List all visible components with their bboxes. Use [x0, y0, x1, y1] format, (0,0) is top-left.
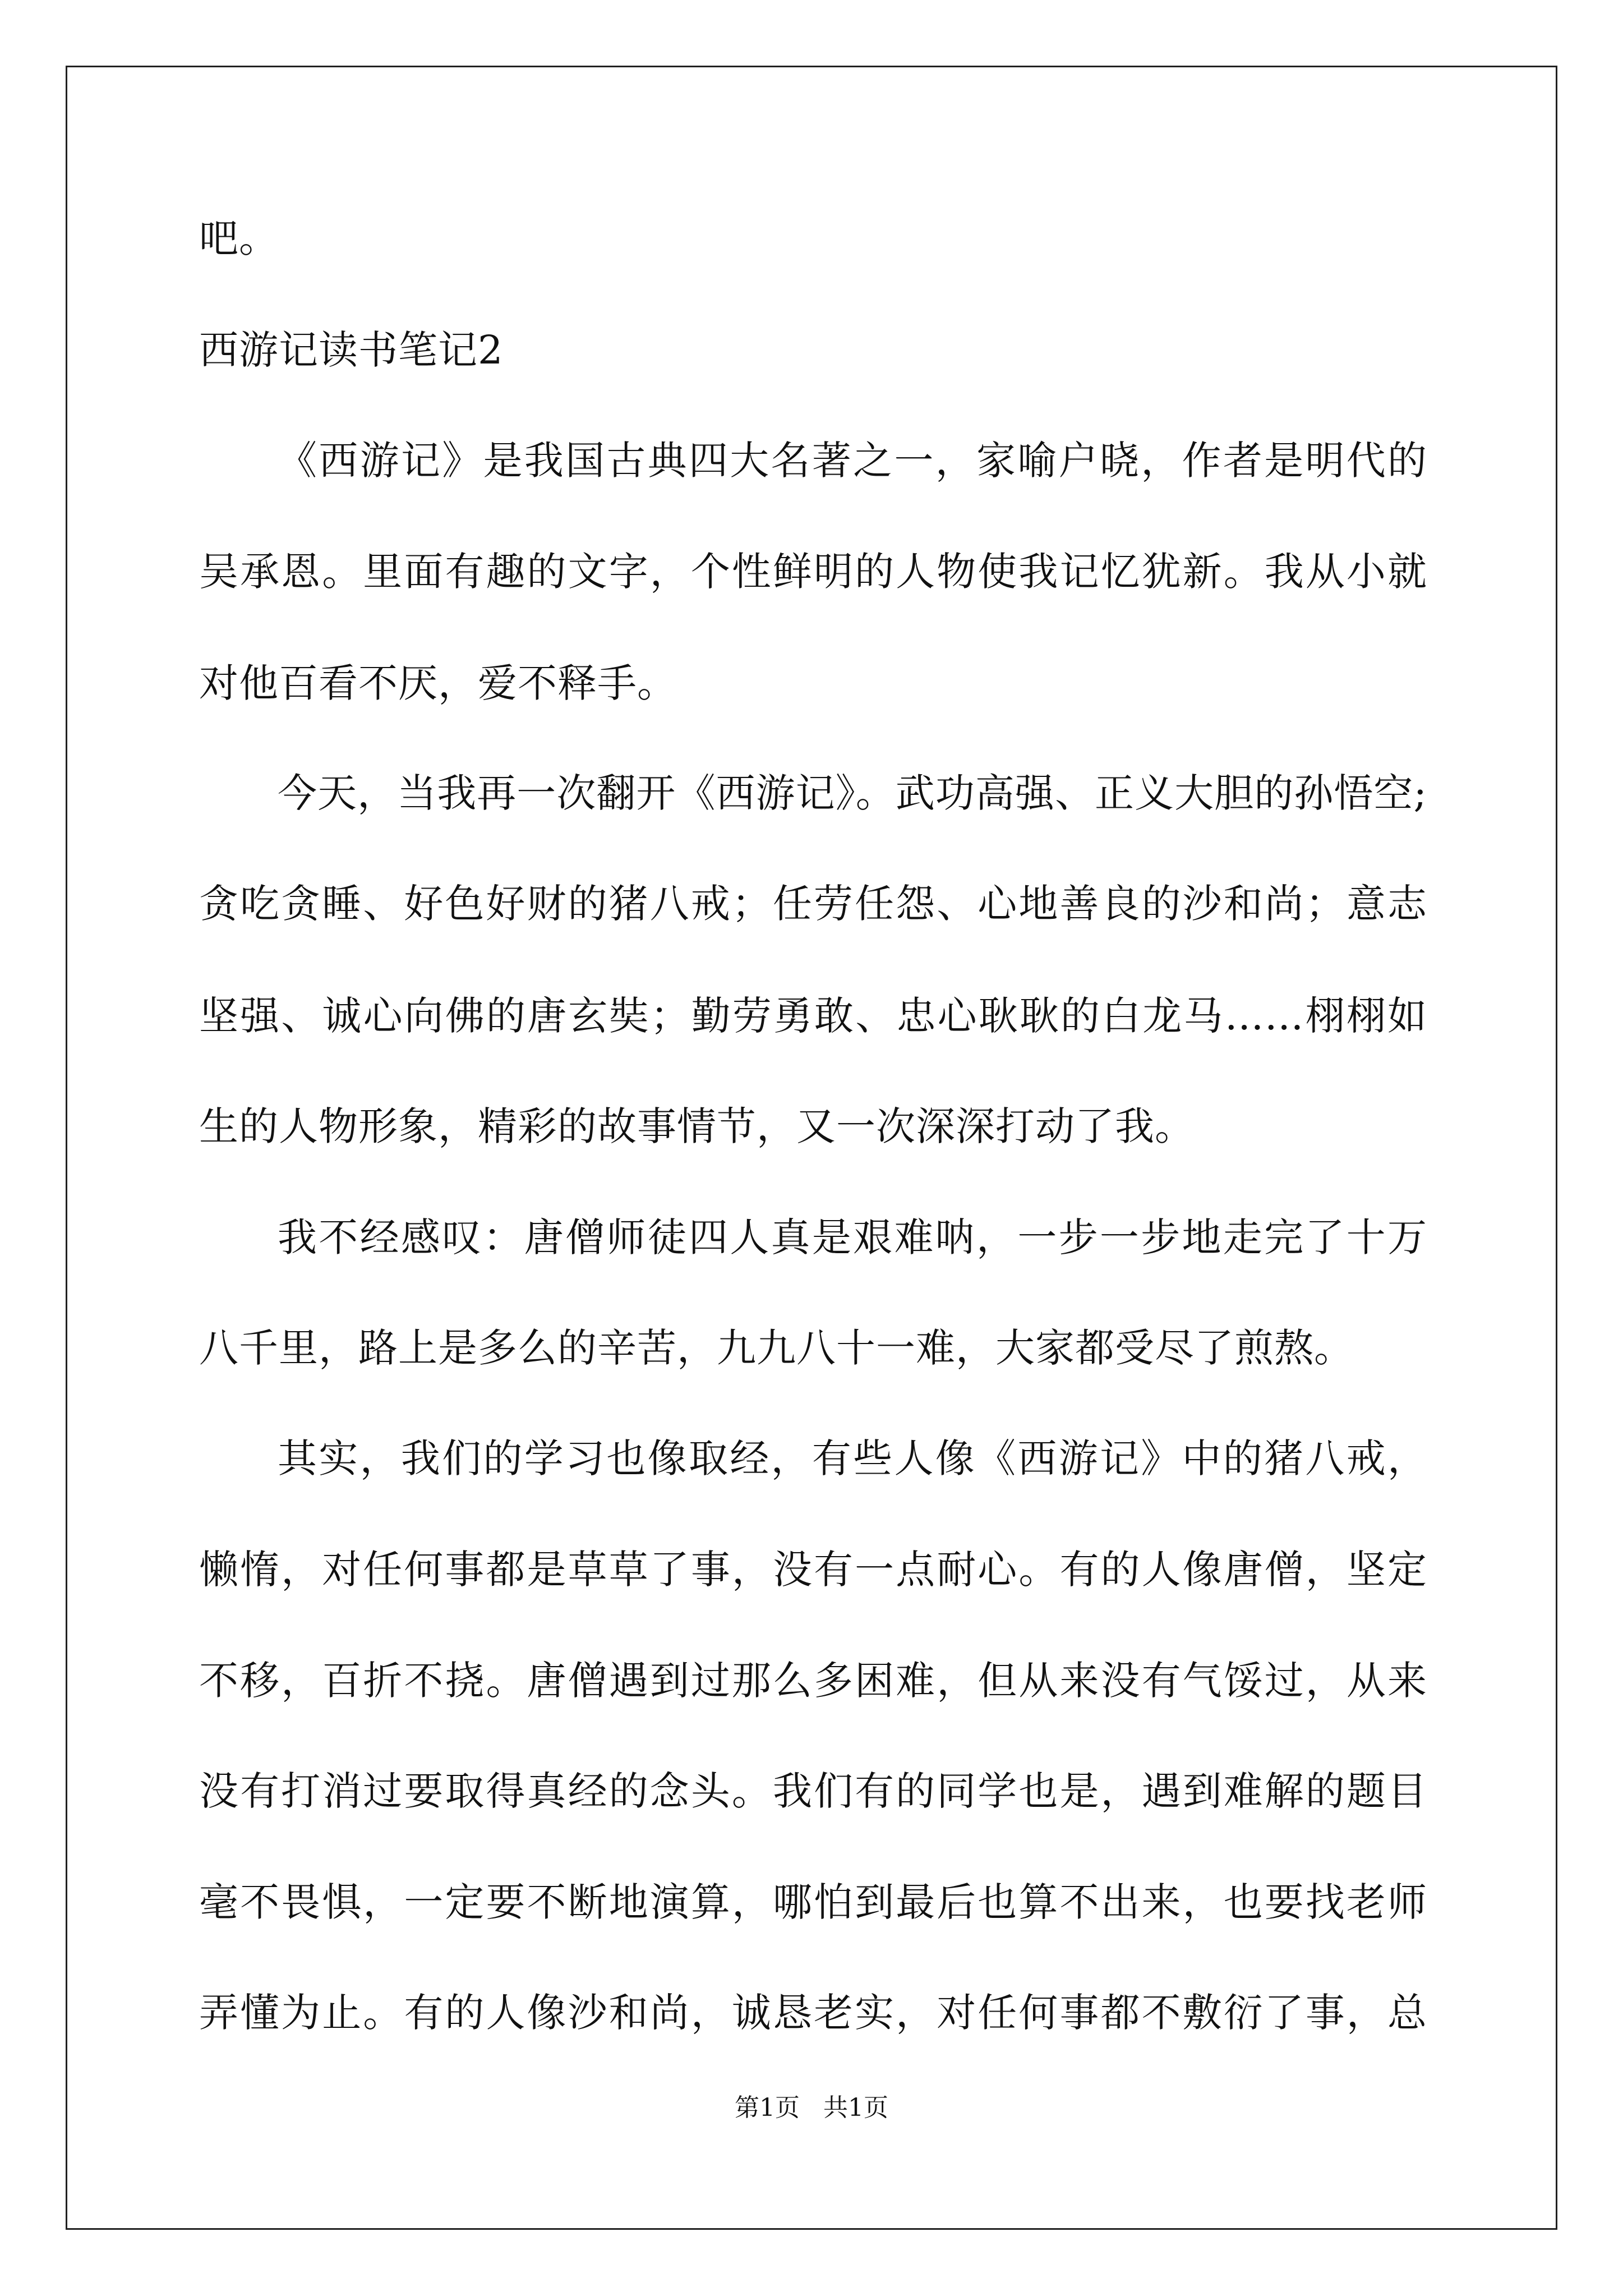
text-line: 吧。 — [199, 215, 279, 261]
paragraph-line: 今天，当我再一次翻开《西游记》。武功高强、正义大胆的孙悟空; — [278, 770, 1427, 816]
section-heading: 西游记读书笔记2 — [199, 327, 504, 373]
paragraph-line: 懒惰，对任何事都是草草了事，没有一点耐心。有的人像唐僧，坚定 — [199, 1547, 1427, 1593]
paragraph-line: 其实，我们的学习也像取经，有些人像《西游记》中的猪八戒， — [278, 1435, 1427, 1481]
paragraph-line: 生的人物形象，精彩的故事情节，又一次深深打动了我。 — [199, 1103, 1195, 1149]
paragraph-line: 《西游记》是我国古典四大名著之一，家喻户晓，作者是明代的 — [278, 438, 1427, 484]
paragraph-line: 坚强、诚心向佛的唐玄奘；勤劳勇敢、忠心耿耿的白龙马……栩栩如 — [199, 993, 1427, 1039]
paragraph-line: 贪吃贪睡、好色好财的猪八戒；任劳任怨、心地善良的沙和尚；意志 — [199, 881, 1427, 927]
paragraph-line: 毫不畏惧，一定要不断地演算，哪怕到最后也算不出来，也要找老师 — [199, 1879, 1427, 1925]
paragraph-line: 对他百看不厌，爱不释手。 — [199, 660, 677, 706]
paragraph-line: 吴承恩。里面有趣的文字，个性鲜明的人物使我记忆犹新。我从小就 — [199, 549, 1427, 595]
paragraph-line: 八千里，路上是多么的辛苦，九九八十一难，大家都受尽了煎熬。 — [199, 1325, 1354, 1371]
paragraph-line: 弄懂为止。有的人像沙和尚，诚恳老实，对任何事都不敷衍了事，总 — [199, 1990, 1427, 2036]
paragraph-line: 没有打消过要取得真经的念头。我们有的同学也是，遇到难解的题目 — [199, 1768, 1427, 1814]
page-footer: 第1页 共1页 — [735, 2093, 888, 2122]
paragraph-line: 不移，百折不挠。唐僧遇到过那么多困难，但从来没有气馁过，从来 — [199, 1658, 1427, 1704]
paragraph-line: 我不经感叹：唐僧师徒四人真是艰难呐，一步一步地走完了十万 — [278, 1214, 1427, 1260]
